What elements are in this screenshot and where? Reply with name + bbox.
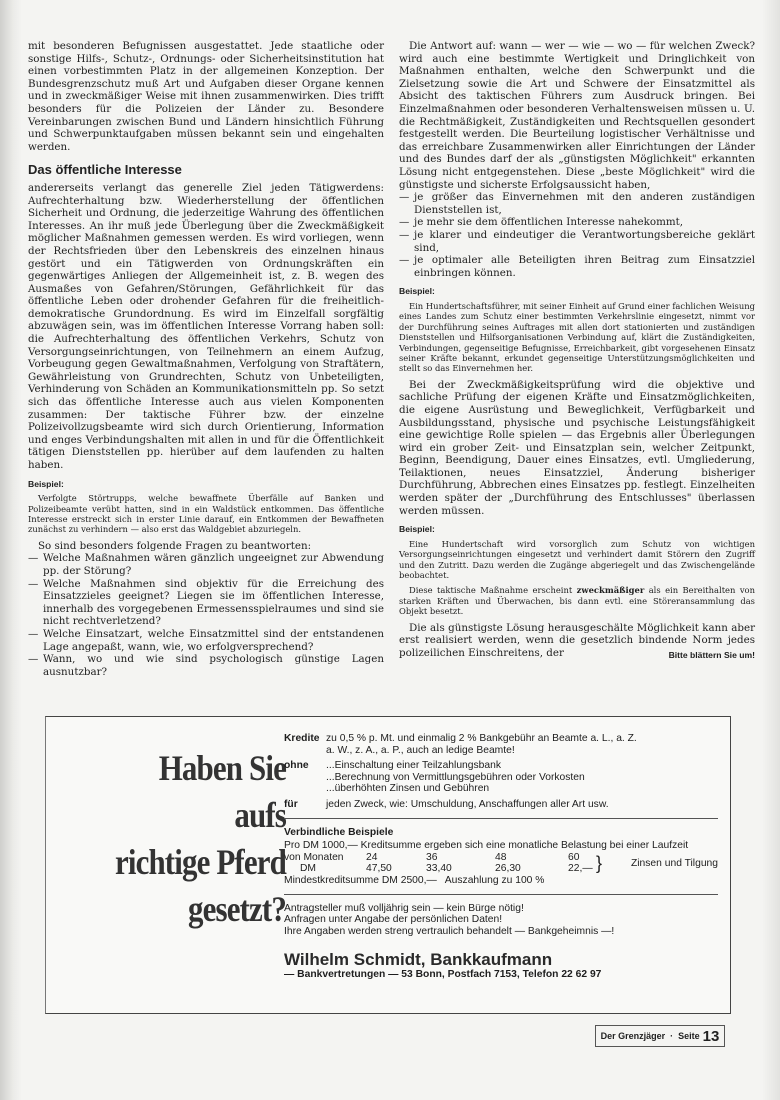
list-item: — Welche Maßnahmen wären gänzlich ungeeignet zur Abwendung pp. der Störung?	[28, 552, 384, 577]
ad-row-fuer	[284, 799, 718, 811]
ad-value	[326, 760, 718, 795]
example-text: Eine Hundertschaft wird vorsorglich zum Schutz von wichtigen Versorgungseinrichtungen eingesetzt und verhindert damit Störern den Zugriff und den Zutritt. Dazu werden die Zugänge abgeriegelt und das Zwischengelände beobachtet.	[399, 538, 755, 581]
table-cell: 26,30	[495, 863, 521, 875]
questions-list	[28, 552, 384, 678]
page-footer	[595, 1025, 725, 1047]
table-cell: 47,50	[366, 863, 392, 875]
turn-page-note: Bitte blättern Sie um!	[668, 649, 755, 660]
ad-line: ...überhöhten Zinsen und Gebühren	[326, 783, 490, 795]
ad-line: a. W., z. A., a. P., auch an ledige Beamte!	[326, 744, 515, 756]
publication-name: Der Grenzjäger	[600, 1031, 666, 1041]
table-cell: 33,40	[426, 863, 452, 875]
example-text: Verfolgte Störtrupps, welche bewaffnete Überfälle auf Banken und Polizeibeamte verübt hatten, sind in ein Waldstück entkommen. Das öffentliche Interesse erstreckt sich in erster Linie darauf, ein Entkommen der Bewaffneten zunächst zu verhindern — also erst das Waldgebiet abzuriegeln.	[28, 493, 384, 535]
headline-line: aufs	[234, 795, 286, 835]
advertisement-box	[45, 716, 731, 1014]
list-item: — Welche Maßnahmen sind objektiv für die Erreichung des Einsatzzieles geeignet? Liegen sie im öffentlichen Interesse, innerhalb des vorgegebenen Ermessensspielraumes und sind sie nicht rechtverletzend?	[28, 578, 384, 628]
ad-value: jeden Zweck, wie: Umschuldung, Anschaffungen aller Art usw.	[326, 798, 609, 810]
list-item: — je mehr sie dem öffentlichen Interesse nahekommt,	[399, 216, 755, 229]
conditions-list	[399, 191, 755, 279]
terms-line: Anfragen unter Angabe der persönlichen Daten!	[284, 914, 503, 926]
list-item: — Wann, wo und wie sind psychologisch günstige Lagen ausnutzbar?	[28, 653, 384, 678]
example-label: Beispiel:	[399, 286, 435, 297]
advertiser-contact: — Bankvertretungen — 53 Bonn, Postfach 7153, Telefon 22 62 97	[284, 968, 602, 980]
right-paragraph-2: Bei der Zweckmäßigkeitsprüfung wird die objektive und sachliche Prüfung der eigenen Kräfte und Einsatzmöglichkeiten, die eigene Ausrüstung und Beweglichkeit, Verfügbarkeit und Ausbildungsstand, physische und psychische Leistungsfähigkeit eine gewichtige Rolle spielen — das Ergebnis aller Überlegungen wird ein grober Zeit- und Einsatzplan sein, welcher Zeitpunkt, Beginn, Beendigung, Dauer eines Einsatzes, evtl. Umgliederung, Teilaktionen, neues Einsatzziel, Änderung bisheriger Durchführung, Abbrechen eines Einsatzes pp. festlegt. Einzelheiten werden später der „Durchführung des Entschlusses" überlassen werden müssen.	[399, 378, 755, 517]
advertiser-name: Wilhelm Schmidt, Bankkaufmann	[284, 950, 553, 970]
table-note: Zinsen und Tilgung	[630, 857, 718, 869]
list-item: — je klarer und eindeutiger die Verantwortungsbereiche geklärt sind,	[399, 229, 755, 254]
ad-body	[284, 733, 718, 981]
emphasis: zweckmäßiger	[576, 585, 645, 596]
left-paragraph-1: mit besonderen Befugnissen ausgestattet. Jede staatliche oder sonstige Hilfs-, Schutz-, Ordnungs- oder Sicherheitsinstitution hat einen vorbestimmten Platz in der allgemeinen Konzeption. Der Bundesgrenzschutz muß Art und Aufgaben dieser Organe kennen und in zweckmäßiger Weise mit ihnen zusammenwirken. Dies trifft besonders für die Polizeien der Länder zu. Besondere Vereinbarungen zwischen Bund und Ländern hinsichtlich Führung und Schwerpunktaufgaben müssen bekannt sein und eingehalten werden.	[28, 40, 384, 153]
ad-line: ...Berechnung von Vermittlungsgebühren oder Vorkosten	[326, 771, 585, 783]
example-text-pre: Diese taktische Maßnahme erscheint	[409, 585, 577, 596]
paragraph-text: Die als günstigste Lösung herausgeschälte Möglichkeit kann aber erst realisiert werden, wenn die gesetzlich bindende Norm jedes polizeilichen Einschreitens, der	[399, 621, 755, 659]
list-item: — Welche Einsatzart, welche Einsatzmittel sind der entstandenen Lage angepaßt, wann, wie, wo erfolgversprechend?	[28, 628, 384, 653]
divider	[284, 894, 718, 895]
table-cell: 60	[568, 851, 580, 863]
ad-key: für	[284, 798, 298, 810]
list-item: — je optimaler alle Beteiligten ihren Beitrag zum Einsatzziel einbringen können.	[399, 254, 755, 279]
table-row-label: von Monaten	[284, 851, 344, 863]
table-cell: 22,—	[568, 863, 593, 875]
table-cell: 24	[366, 851, 378, 863]
headline-line: Haben Sie	[158, 748, 286, 788]
brace-icon: }	[596, 853, 603, 874]
rates-table	[284, 852, 718, 875]
left-paragraph-2: andererseits verlangt das generelle Ziel jeden Tätigwerdens: Aufrechterhaltung bzw. Wiederherstellung der öffentlichen Sicherheit und Ordnung, die jederzeitige Wahrung des öffentlichen Interesses. An ihr muß jede Überlegung über die Zweckmäßigkeit möglicher Maßnahmen gemessen werden. Es wird vorliegen, wenn der Rechtsfrieden über den Lebenskreis des einzelnen hinaus gestört und ein Tätigwerden von Ordnungskräften ein gegenwärtiges Anliegen der Allgemeinheit ist, z. B. wegen des Ausmaßes von Gefahren/Störungen, Gefährlichkeit für das öffentliche Leben oder drohender Gefahren für die freiheitlich-demokratische Grundordnung. Es wird im Einzelfall sorgfältig abzuwägen sein, was im öffentlichen Interesse Vorrang haben soll: die Aufrechterhaltung des öffentlichen Verkehrs, Schutz von Versorgungseinrichtungen, von Teilnehmern an einem Aufzug, Vorbeugung gegen Gewaltmaßnahmen, Verfolgung von Straftätern, Gewährleistung von Grundrechten, Schutz von Unbeteiligten, Verhinderung von Schäden an Kommunikationsmitteln pp. So setzt sich das öffentliche Interesse auch aus vielen Komponenten zusammen: Der taktische Führer bzw. der einzelne Polizeivollzugsbeamte wird sich durch Orientierung, Information und enges Verbindungshalten mit allen in und für die Öffentlichkeit tätigen Dienststellen pp. hierüber auf dem laufenden zu halten haben.	[28, 181, 384, 471]
terms-line: Antragsteller muß volljährig sein — kein Bürge nötig!	[284, 902, 524, 914]
headline-line: richtige Pferd	[114, 842, 287, 882]
ad-row-kredite	[284, 733, 718, 756]
example-label: Beispiel:	[399, 524, 435, 535]
table-row-label: DM	[300, 863, 317, 875]
page-label: Seite	[678, 1031, 700, 1041]
ad-key: Kredite	[284, 733, 320, 744]
right-paragraph-1: Die Antwort auf: wann — wer — wie — wo — für welchen Zweck? wird auch eine bestimmte Wertigkeit und Dringlichkeit von Maßnahmen enthalten, welche den Schwerpunkt und die Zielsetzung sowie die Art und Schwere der Einsatzmittel als Absicht des taktischen Führers zum Ausdruck bringen. Bei Einzelmaßnahmen oder besonderen Verhaltensweisen müssen u. U. die Rechtmäßigkeit, Zuständigkeiten und Rechtsquellen gesondert festgestellt werden. Die Beurteilung logistischer Verhältnisse und das erreichbare Zusammenwirken aller Einrichtungen der Länder und des Bundes darf der als „günstigsten Möglichkeit" erkannten Lösung nicht entgegenstehen. Diese „beste Möglichkeit" wird die günstigste und sicherste Erfolgsaussicht haben,	[399, 40, 755, 191]
ad-line: ...Einschaltung einer Teilzahlungsbank	[326, 760, 501, 772]
separator: ·	[670, 1031, 674, 1041]
example-text-2	[399, 585, 755, 616]
left-column	[28, 40, 384, 678]
example-text-post: als ein Bereithalten von starken Kräften und Überwachen, bis dann evtl. eine Störeransammlung das Objekt besetzt.	[399, 585, 755, 617]
terms-line: Ihre Angaben werden streng vertraulich behandelt — Bankgeheimnis —!	[284, 925, 615, 937]
example-text: Ein Hundertschaftsführer, mit seiner Einheit auf Grund einer fachlichen Weisung eines Landes zum Schutz einer bestimmten Verkehrslinie eingesetzt, nimmt vor der Durchführung seines Auftrages mit allen dort stationierten und zuständigen Dienststellen und Hilfsorganisationen Verbindung auf, klärt die Zuständigkeiten, Verbindungen, gegenseitige Befugnisse, Erreichbarkeit, gibt vorgesehenen Einsatz seiner Kräfte bekannt, erkundet gegenseitige Unterstützungsmöglichkeiten und stellt so das Einvernehmen her.	[399, 300, 755, 374]
right-paragraph-3	[399, 622, 755, 660]
example-label: Beispiel:	[28, 478, 64, 489]
right-column	[399, 40, 755, 661]
ad-key: ohne	[284, 760, 309, 772]
list-item: — je größer das Einvernehmen mit den anderen zuständigen Dienststellen ist,	[399, 191, 755, 216]
page-binding-shadow	[0, 0, 22, 1100]
ad-headline	[88, 745, 286, 933]
table-cell: 36	[426, 851, 438, 863]
examples-intro: Pro DM 1000,— Kreditsumme ergeben sich eine monatliche Belastung bei einer Laufzeit	[284, 840, 689, 852]
page-edge-shadow	[762, 0, 780, 1100]
page-number: 13	[702, 1027, 720, 1045]
headline-line: gesetzt?	[188, 889, 286, 929]
ad-row-ohne	[284, 760, 718, 795]
section-heading: Das öffentliche Interesse	[28, 162, 182, 178]
divider	[284, 818, 718, 819]
ad-value	[326, 733, 718, 756]
table-cell: 48	[495, 851, 507, 863]
ad-line: zu 0,5 % p. Mt. und einmalig 2 % Bankgebühr an Beamte a. L., a. Z.	[326, 733, 637, 744]
minimum-amount: Mindestkreditsumme DM 2500,— Auszahlung zu 100 %	[284, 874, 545, 886]
questions-intro: So sind besonders folgende Fragen zu beantworten:	[38, 539, 312, 552]
examples-title: Verbindliche Beispiele	[284, 826, 394, 838]
